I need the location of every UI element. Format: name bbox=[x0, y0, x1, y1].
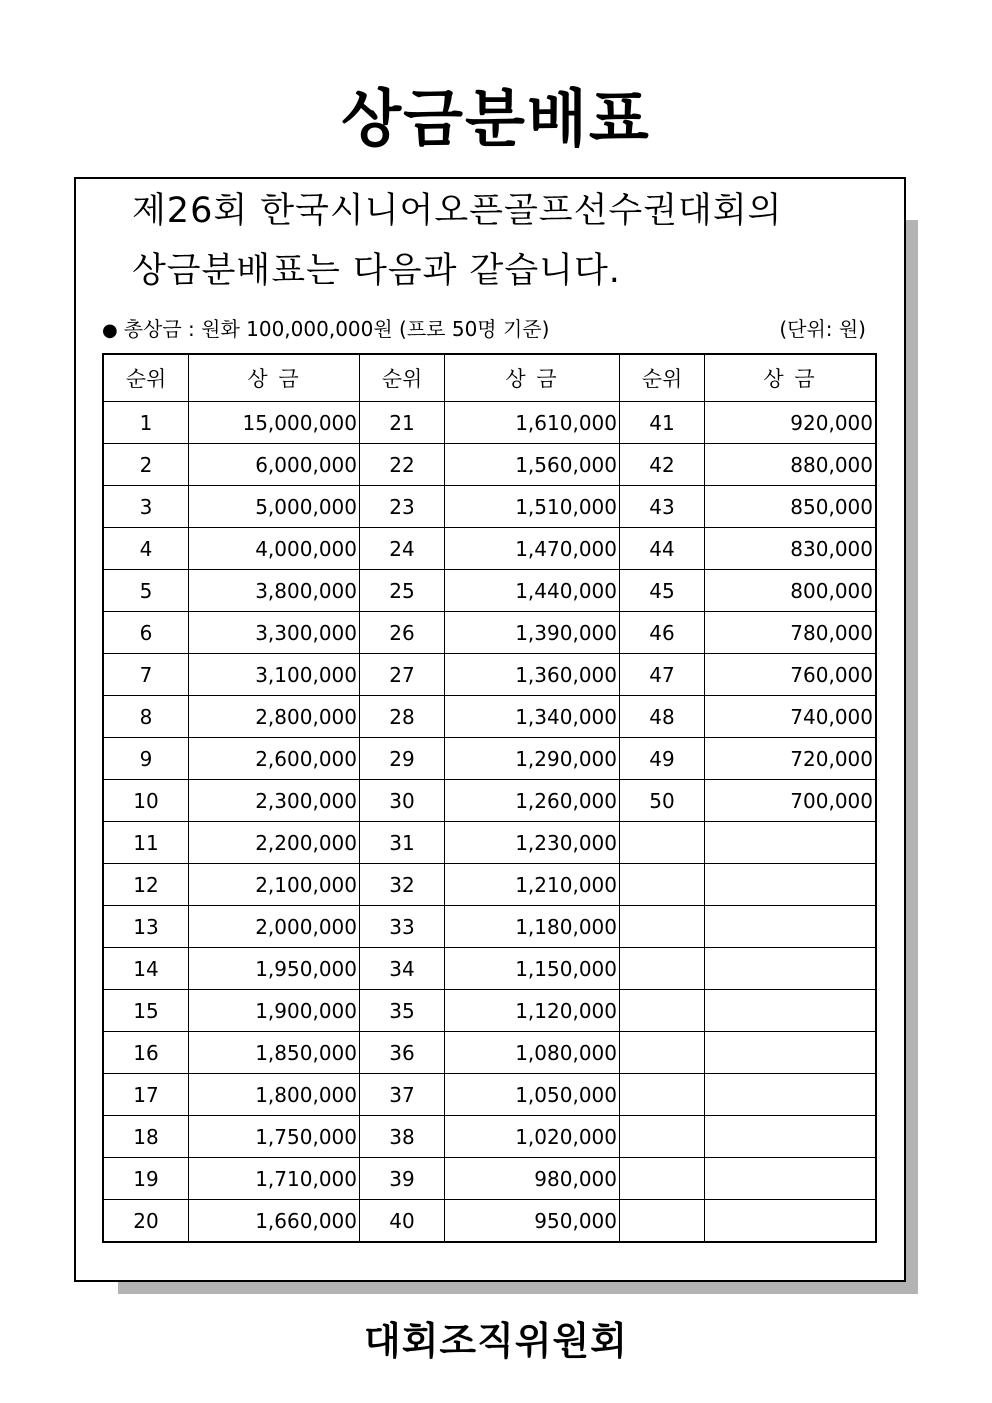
prize-cell: 3,100,000 bbox=[189, 654, 360, 696]
rank-cell: 35 bbox=[360, 990, 445, 1032]
prize-cell: 1,210,000 bbox=[445, 864, 620, 906]
prize-cell: 950,000 bbox=[445, 1200, 620, 1243]
table-row bbox=[103, 906, 876, 948]
rank-cell: 27 bbox=[360, 654, 445, 696]
prize-cell: 1,050,000 bbox=[445, 1074, 620, 1116]
prize-cell: 830,000 bbox=[705, 528, 877, 570]
rank-cell: 39 bbox=[360, 1158, 445, 1200]
prize-cell: 2,800,000 bbox=[189, 696, 360, 738]
prize-cell: 6,000,000 bbox=[189, 444, 360, 486]
rank-cell: 3 bbox=[103, 486, 189, 528]
rank-cell: 26 bbox=[360, 612, 445, 654]
rank-cell bbox=[620, 1158, 705, 1200]
rank-cell: 45 bbox=[620, 570, 705, 612]
table-row bbox=[103, 1200, 876, 1243]
prize-cell: 800,000 bbox=[705, 570, 877, 612]
table-row bbox=[103, 444, 876, 486]
prize-panel bbox=[74, 177, 906, 1282]
total-prize-note bbox=[102, 313, 549, 342]
rank-cell: 9 bbox=[103, 738, 189, 780]
rank-cell: 15 bbox=[103, 990, 189, 1032]
rank-cell: 24 bbox=[360, 528, 445, 570]
prize-cell: 740,000 bbox=[705, 696, 877, 738]
table-row bbox=[103, 402, 876, 444]
prize-cell: 2,100,000 bbox=[189, 864, 360, 906]
page-title: 상금분배표 bbox=[341, 82, 651, 155]
header-rank: 순위 bbox=[620, 354, 705, 402]
rank-cell: 2 bbox=[103, 444, 189, 486]
prize-cell: 1,120,000 bbox=[445, 990, 620, 1032]
rank-cell: 32 bbox=[360, 864, 445, 906]
total-prize-text: 총상금 : 원화 100,000,000원 (프로 50명 기준) bbox=[123, 317, 550, 341]
rank-cell: 37 bbox=[360, 1074, 445, 1116]
prize-cell: 780,000 bbox=[705, 612, 877, 654]
table-row bbox=[103, 990, 876, 1032]
prize-cell: 2,600,000 bbox=[189, 738, 360, 780]
table-row bbox=[103, 1116, 876, 1158]
rank-cell: 21 bbox=[360, 402, 445, 444]
rank-cell: 47 bbox=[620, 654, 705, 696]
prize-cell: 1,560,000 bbox=[445, 444, 620, 486]
prize-cell bbox=[705, 1200, 877, 1243]
rank-cell: 5 bbox=[103, 570, 189, 612]
prize-cell bbox=[705, 1116, 877, 1158]
prize-cell: 1,660,000 bbox=[189, 1200, 360, 1243]
rank-cell: 40 bbox=[360, 1200, 445, 1243]
table-row bbox=[103, 948, 876, 990]
rank-cell: 38 bbox=[360, 1116, 445, 1158]
prize-cell: 1,390,000 bbox=[445, 612, 620, 654]
rank-cell: 25 bbox=[360, 570, 445, 612]
table-row bbox=[103, 864, 876, 906]
bullet-icon: ● bbox=[102, 320, 118, 341]
prize-cell: 3,800,000 bbox=[189, 570, 360, 612]
unit-note: (단위: 원) bbox=[779, 317, 866, 341]
rank-cell: 31 bbox=[360, 822, 445, 864]
header-rank: 순위 bbox=[360, 354, 445, 402]
prize-cell: 850,000 bbox=[705, 486, 877, 528]
prize-cell: 1,020,000 bbox=[445, 1116, 620, 1158]
rank-cell: 44 bbox=[620, 528, 705, 570]
prize-cell bbox=[705, 864, 877, 906]
rank-cell bbox=[620, 1200, 705, 1243]
prize-cell: 1,850,000 bbox=[189, 1032, 360, 1074]
table-row bbox=[103, 612, 876, 654]
rank-cell bbox=[620, 1032, 705, 1074]
rank-cell bbox=[620, 948, 705, 990]
header-prize: 상 금 bbox=[189, 354, 360, 402]
rank-cell: 50 bbox=[620, 780, 705, 822]
prize-table bbox=[102, 353, 877, 1243]
rank-cell: 46 bbox=[620, 612, 705, 654]
organizer-name: 대회조직위원회 bbox=[364, 1319, 628, 1363]
prize-cell: 1,080,000 bbox=[445, 1032, 620, 1074]
table-row bbox=[103, 654, 876, 696]
rank-cell: 36 bbox=[360, 1032, 445, 1074]
rank-cell bbox=[620, 1074, 705, 1116]
prize-cell: 1,150,000 bbox=[445, 948, 620, 990]
rank-cell: 34 bbox=[360, 948, 445, 990]
rank-cell: 42 bbox=[620, 444, 705, 486]
prize-cell: 3,300,000 bbox=[189, 612, 360, 654]
rank-cell bbox=[620, 990, 705, 1032]
prize-cell: 1,230,000 bbox=[445, 822, 620, 864]
prize-cell: 1,710,000 bbox=[189, 1158, 360, 1200]
rank-cell: 22 bbox=[360, 444, 445, 486]
rank-cell: 48 bbox=[620, 696, 705, 738]
prize-cell: 760,000 bbox=[705, 654, 877, 696]
prize-cell bbox=[705, 1074, 877, 1116]
prize-cell bbox=[705, 948, 877, 990]
prize-cell: 2,200,000 bbox=[189, 822, 360, 864]
rank-cell: 23 bbox=[360, 486, 445, 528]
header-prize: 상 금 bbox=[705, 354, 877, 402]
prize-cell: 1,440,000 bbox=[445, 570, 620, 612]
rank-cell: 4 bbox=[103, 528, 189, 570]
rank-cell bbox=[620, 1116, 705, 1158]
rank-cell: 19 bbox=[103, 1158, 189, 1200]
header-prize: 상 금 bbox=[445, 354, 620, 402]
header-rank: 순위 bbox=[103, 354, 189, 402]
table-header-row bbox=[103, 354, 876, 402]
prize-cell: 1,510,000 bbox=[445, 486, 620, 528]
prize-cell: 880,000 bbox=[705, 444, 877, 486]
rank-cell: 43 bbox=[620, 486, 705, 528]
prize-cell: 1,610,000 bbox=[445, 402, 620, 444]
table-row bbox=[103, 486, 876, 528]
rank-cell: 18 bbox=[103, 1116, 189, 1158]
prize-cell: 5,000,000 bbox=[189, 486, 360, 528]
prize-cell: 980,000 bbox=[445, 1158, 620, 1200]
rank-cell: 1 bbox=[103, 402, 189, 444]
rank-cell: 14 bbox=[103, 948, 189, 990]
table-row bbox=[103, 822, 876, 864]
table-row bbox=[103, 570, 876, 612]
table-row bbox=[103, 738, 876, 780]
prize-cell: 15,000,000 bbox=[189, 402, 360, 444]
rank-cell: 33 bbox=[360, 906, 445, 948]
prize-cell bbox=[705, 822, 877, 864]
prize-cell: 1,950,000 bbox=[189, 948, 360, 990]
rank-cell: 13 bbox=[103, 906, 189, 948]
rank-cell: 20 bbox=[103, 1200, 189, 1243]
prize-cell: 1,800,000 bbox=[189, 1074, 360, 1116]
table-row bbox=[103, 1032, 876, 1074]
table-row bbox=[103, 780, 876, 822]
prize-cell: 1,750,000 bbox=[189, 1116, 360, 1158]
intro-line-2: 상금분배표는 다음과 같습니다. bbox=[132, 251, 621, 291]
table-row bbox=[103, 528, 876, 570]
rank-cell: 11 bbox=[103, 822, 189, 864]
prize-cell: 1,290,000 bbox=[445, 738, 620, 780]
prize-cell: 720,000 bbox=[705, 738, 877, 780]
rank-cell: 7 bbox=[103, 654, 189, 696]
prize-cell: 1,470,000 bbox=[445, 528, 620, 570]
rank-cell: 8 bbox=[103, 696, 189, 738]
table-row bbox=[103, 1074, 876, 1116]
prize-cell: 4,000,000 bbox=[189, 528, 360, 570]
intro-line-1: 제26회 한국시니어오픈골프선수권대회의 bbox=[132, 191, 783, 231]
prize-cell bbox=[705, 1158, 877, 1200]
rank-cell: 16 bbox=[103, 1032, 189, 1074]
prize-cell: 1,900,000 bbox=[189, 990, 360, 1032]
prize-cell: 1,260,000 bbox=[445, 780, 620, 822]
rank-cell: 29 bbox=[360, 738, 445, 780]
prize-cell: 2,300,000 bbox=[189, 780, 360, 822]
prize-cell: 1,340,000 bbox=[445, 696, 620, 738]
prize-cell: 1,180,000 bbox=[445, 906, 620, 948]
prize-cell: 700,000 bbox=[705, 780, 877, 822]
rank-cell bbox=[620, 822, 705, 864]
rank-cell: 30 bbox=[360, 780, 445, 822]
rank-cell: 41 bbox=[620, 402, 705, 444]
rank-cell bbox=[620, 906, 705, 948]
rank-cell: 28 bbox=[360, 696, 445, 738]
rank-cell bbox=[620, 864, 705, 906]
table-row bbox=[103, 1158, 876, 1200]
prize-cell: 2,000,000 bbox=[189, 906, 360, 948]
rank-cell: 17 bbox=[103, 1074, 189, 1116]
prize-cell bbox=[705, 1032, 877, 1074]
rank-cell: 10 bbox=[103, 780, 189, 822]
prize-cell: 920,000 bbox=[705, 402, 877, 444]
prize-cell bbox=[705, 906, 877, 948]
intro-text bbox=[132, 181, 782, 301]
prize-cell: 1,360,000 bbox=[445, 654, 620, 696]
rank-cell: 12 bbox=[103, 864, 189, 906]
prize-cell bbox=[705, 990, 877, 1032]
rank-cell: 6 bbox=[103, 612, 189, 654]
table-row bbox=[103, 696, 876, 738]
rank-cell: 49 bbox=[620, 738, 705, 780]
